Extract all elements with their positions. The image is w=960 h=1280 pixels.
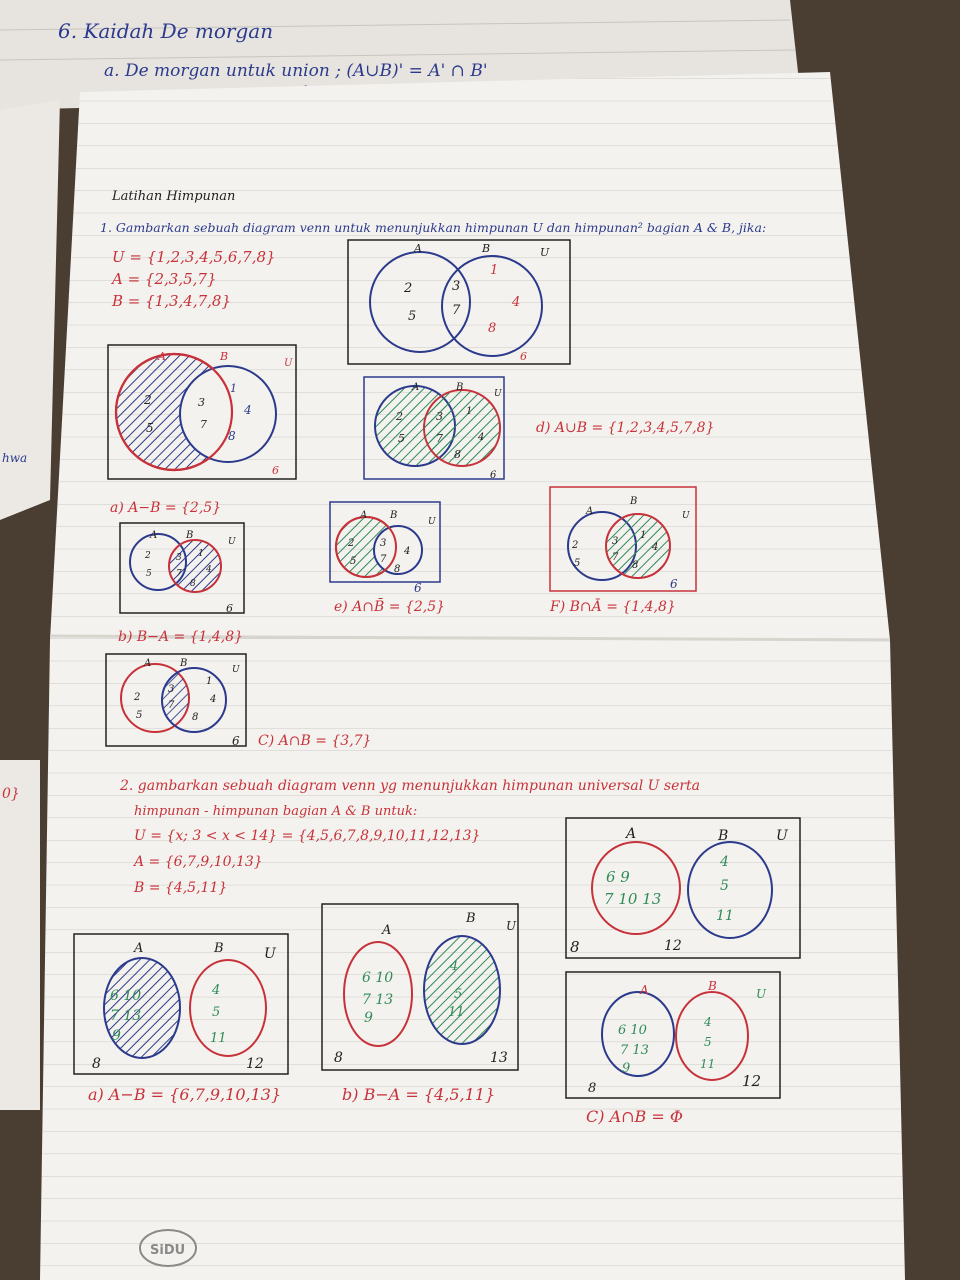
q1-answer-c: C) A∩B = {3,7} (258, 733, 372, 749)
element: 8 (190, 579, 196, 589)
element-outside: 6 (414, 581, 422, 595)
element-outside: 6 (670, 577, 678, 591)
left-fragment-text: hwa (2, 451, 28, 465)
q1-answer-d: d) A∪B = {1,2,3,4,5,7,8} (536, 420, 715, 436)
element: 5 (350, 556, 357, 567)
q1-answer-f: F) B∩Ā = {1,4,8} (550, 599, 676, 615)
label-u: U (228, 537, 236, 547)
element-outside: 6 (520, 350, 527, 363)
element: 4 (478, 432, 485, 443)
q1-b-def: B = {1,3,4,7,8} (112, 292, 232, 310)
element: 4 (450, 959, 459, 974)
label-u: U (540, 246, 550, 259)
element: 5 (704, 1035, 712, 1049)
element: 4 (512, 295, 521, 310)
back-line-a: a. De morgan untuk union ; (A∪B)' = A' ∩ B' (104, 61, 488, 81)
element: 2 (134, 692, 141, 703)
label-u: U (494, 389, 502, 399)
element: 5 (212, 1005, 221, 1020)
element: 4 (244, 403, 252, 417)
label-a: A (414, 242, 422, 255)
element: 3 (198, 396, 205, 409)
label-b: B (180, 658, 188, 669)
label-b: B (718, 828, 729, 844)
element: 1 (640, 530, 647, 541)
back-heading: 6. Kaidah De morgan (58, 19, 274, 43)
element: 4 (704, 1015, 712, 1029)
element: 3 (452, 279, 461, 294)
element: 7 (168, 700, 175, 711)
element: 4 (652, 542, 659, 553)
q1-a-def: A = {2,3,5,7} (112, 270, 217, 288)
left-sheet-lower (0, 760, 40, 1110)
label-b: B (214, 941, 224, 956)
label-b: B (186, 530, 194, 541)
label-u: U (682, 511, 690, 521)
element: 3 (176, 553, 182, 563)
element: 7 (176, 569, 182, 579)
element: 7 13 (110, 1008, 142, 1024)
element: 6 10 (110, 988, 142, 1004)
q1-answer-e: e) A∩B̄ = {2,5} (334, 599, 446, 615)
element: 7 13 (362, 992, 394, 1008)
label-b: B (482, 242, 491, 255)
element: 7 (452, 303, 461, 318)
element: 3 (380, 538, 387, 549)
set-b-circle (424, 390, 500, 466)
left-bracket-text: 0} (2, 786, 20, 802)
label-u: U (232, 665, 240, 675)
element-outside: 6 (232, 734, 240, 748)
element: 6 10 (362, 970, 394, 986)
q2-b-def: B = {4,5,11} (134, 880, 228, 896)
logo-text: SiDU (150, 1243, 186, 1258)
element-outside: 6 (490, 470, 497, 481)
q2-prompt-1: 2. gambarkan sebuah diagram venn yg menunjukkan himpunan universal U serta (120, 778, 701, 794)
element-outside: 13 (490, 1050, 508, 1066)
worksheet-title: Latihan Himpunan (112, 189, 236, 204)
label-a: A (586, 506, 594, 517)
label-b: B (220, 350, 229, 363)
element: 7 (200, 418, 207, 431)
element: 9 (112, 1028, 121, 1044)
element: 2 (144, 393, 152, 407)
element: 9 (364, 1010, 373, 1026)
q2-answer-a: a) A−B = {6,7,9,10,13} (88, 1085, 282, 1104)
element: 1 (230, 382, 237, 395)
element: 11 (716, 908, 734, 924)
element: 8 (632, 560, 639, 571)
q2-answer-c: C) A∩B = Φ (586, 1107, 683, 1126)
element: 5 (408, 309, 417, 324)
element: 2 (348, 538, 355, 549)
label-b: B (456, 382, 464, 393)
element-outside: 8 (92, 1056, 101, 1072)
label-b: B (390, 510, 398, 521)
element: 2 (145, 551, 151, 561)
element-outside: 8 (588, 1081, 597, 1096)
element: 7 (380, 554, 387, 565)
label-u: U (506, 919, 517, 933)
element: 8 (228, 429, 236, 443)
element-outside: 12 (664, 938, 682, 954)
element-outside: 12 (246, 1056, 264, 1072)
element: 7 (612, 552, 619, 563)
label-a: A (626, 826, 637, 842)
element: 8 (394, 564, 401, 575)
element: 3 (436, 410, 443, 423)
q2-answer-b: b) B−A = {4,5,11} (342, 1085, 496, 1104)
element: 1 (206, 676, 213, 687)
element: 1 (490, 263, 499, 278)
element: 1 (198, 549, 204, 559)
element: 1 (466, 406, 473, 417)
element: 3 (612, 536, 619, 547)
label-a: A (158, 350, 166, 363)
element: 5 (720, 878, 729, 894)
element-outside: 6 (272, 464, 279, 477)
element: 5 (454, 987, 463, 1002)
element: 8 (488, 321, 497, 336)
label-u: U (264, 946, 276, 962)
label-u: U (756, 987, 767, 1001)
element-outside: 8 (570, 938, 580, 956)
label-a: A (144, 658, 152, 669)
label-a: A (360, 510, 368, 521)
element: 11 (448, 1005, 465, 1020)
element: 7 (436, 432, 443, 445)
element: 6 10 (618, 1023, 647, 1038)
element-outside: 12 (742, 1072, 762, 1090)
label-b: B (630, 496, 638, 507)
q1-answer-b: b) B−A = {1,4,8} (118, 629, 244, 645)
element: 5 (146, 421, 154, 435)
label-u: U (284, 358, 293, 369)
label-u: U (428, 517, 436, 527)
element: 9 (622, 1061, 631, 1076)
element: 8 (192, 712, 199, 723)
label-b: B (466, 911, 476, 926)
element: 4 (404, 546, 411, 557)
label-b: B (708, 979, 717, 993)
element: 7 13 (620, 1043, 649, 1058)
q1-prompt: 1. Gambarkan sebuah diagram venn untuk menunjukkan himpunan U dan himpunan² bagian A & B, jika: (100, 220, 767, 235)
element: 2 (396, 410, 403, 423)
element: 2 (404, 281, 413, 296)
element-outside: 8 (334, 1050, 343, 1066)
label-a: A (150, 530, 158, 541)
q1-answer-a: a) A−B = {2,5} (110, 500, 222, 516)
label-a: A (412, 382, 420, 393)
element: 5 (574, 558, 581, 569)
element: 4 (720, 854, 729, 870)
label-a: A (640, 983, 649, 997)
q2-prompt-2: himpunan - himpunan bagian A & B untuk: (134, 804, 418, 819)
element: 8 (454, 448, 461, 461)
element: 4 (206, 565, 212, 575)
element: 5 (146, 569, 152, 579)
q1-u-def: U = {1,2,3,4,5,6,7,8} (112, 248, 276, 266)
set-b-circle (180, 366, 276, 462)
element: 4 (210, 694, 217, 705)
element: 11 (210, 1031, 227, 1046)
q2-a-def: A = {6,7,9,10,13} (134, 854, 263, 870)
element: 2 (572, 540, 579, 551)
element-outside: 6 (226, 602, 233, 615)
element: 7 10 13 (604, 890, 662, 908)
label-a: A (382, 923, 392, 938)
element: 5 (136, 710, 143, 721)
q2-u-def: U = {x; 3 < x < 14} = {4,5,6,7,8,9,10,11,12,13} (134, 828, 481, 844)
label-a: A (134, 941, 144, 956)
element: 3 (168, 684, 175, 695)
element: 6 9 (606, 868, 630, 886)
label-u: U (776, 828, 788, 844)
element: 11 (700, 1057, 716, 1071)
element: 4 (212, 983, 221, 998)
element: 5 (398, 432, 405, 445)
